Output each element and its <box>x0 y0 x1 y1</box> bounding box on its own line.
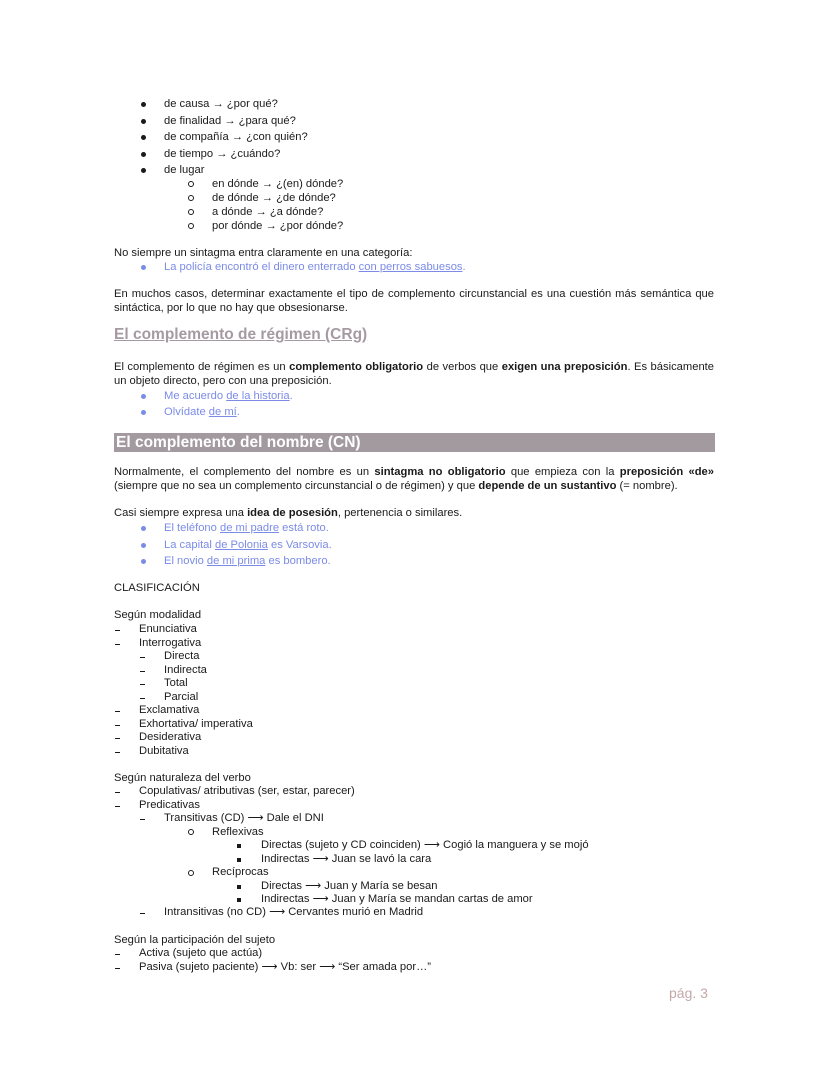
dash-bullet-icon <box>115 792 120 793</box>
list-item: Exhortativa/ imperativa <box>139 718 253 730</box>
circle-bullet-icon <box>188 181 194 187</box>
bullet-icon <box>141 410 146 415</box>
list-item: Exclamativa <box>139 704 200 716</box>
example-sentence: La capital de Polonia es Varsovia. <box>164 539 332 551</box>
list-item: Transitivas (CD) ⟶ Dale el DNI <box>164 812 324 824</box>
paragraph: No siempre un sintagma entra claramente en una categoría: <box>114 247 413 259</box>
dash-bullet-icon <box>115 711 120 712</box>
square-bullet-icon <box>237 844 241 848</box>
paragraph: En muchos casos, determinar exactamente el tipo de complemento circunstancial es una cuestión más semántica que sintáctica, por lo que no hay que obsesionarse. <box>114 288 714 314</box>
square-bullet-icon <box>237 885 241 889</box>
example-sentence: Olvídate de mí. <box>164 406 240 418</box>
list-item: Copulativas/ atributivas (ser, estar, parecer) <box>139 785 355 797</box>
list-item: de finalidad → ¿para qué? <box>164 115 296 127</box>
list-item: Predicativas <box>139 799 200 811</box>
circle-bullet-icon <box>188 829 194 835</box>
dash-bullet-icon <box>115 630 120 631</box>
dash-bullet-icon <box>140 657 145 658</box>
list-item: de lugar <box>164 164 205 176</box>
example-sentence: Me acuerdo de la historia. <box>164 390 293 402</box>
list-item: a dónde → ¿a dónde? <box>212 206 324 218</box>
list-item: Dubitativa <box>139 745 189 757</box>
dash-bullet-icon <box>115 738 120 739</box>
dash-bullet-icon <box>140 698 145 699</box>
list-item: Indirectas ⟶ Juan y María se mandan cartas de amor <box>261 893 533 905</box>
subsection-title: Según naturaleza del verbo <box>114 772 251 784</box>
section-heading-crg: El complemento de régimen (CRg) <box>114 326 368 343</box>
list-item: Indirectas ⟶ Juan se lavó la cara <box>261 853 432 865</box>
circle-bullet-icon <box>188 195 194 201</box>
list-item: Pasiva (sujeto paciente) ⟶ Vb: ser ⟶ “Ser amada por…” <box>139 961 431 973</box>
bullet-icon <box>141 394 146 399</box>
bullet-icon <box>141 559 146 564</box>
list-item: Reflexivas <box>212 826 264 838</box>
list-item: Intransitivas (no CD) ⟶ Cervantes murió en Madrid <box>164 906 424 918</box>
list-item: Indirecta <box>164 664 207 676</box>
list-item: Activa (sujeto que actúa) <box>139 947 263 959</box>
circle-bullet-icon <box>188 209 194 215</box>
circle-bullet-icon <box>188 223 194 229</box>
dash-bullet-icon <box>115 644 120 645</box>
bullet-icon <box>141 135 146 140</box>
list-item: por dónde → ¿por dónde? <box>212 220 344 232</box>
bullet-icon <box>141 526 146 531</box>
dash-bullet-icon <box>115 968 120 969</box>
bullet-icon <box>141 152 146 157</box>
dash-bullet-icon <box>115 752 120 753</box>
list-item: Interrogativa <box>139 637 202 649</box>
list-item: de compañía → ¿con quién? <box>164 131 308 143</box>
dash-bullet-icon <box>140 913 145 914</box>
paragraph: Casi siempre expresa una idea de posesión, pertenencia o similares. <box>114 507 463 519</box>
example-sentence: La policía encontró el dinero enterrado con perros sabuesos. <box>164 261 466 273</box>
bullet-icon <box>141 265 146 270</box>
paragraph: El complemento de régimen es un complemento obligatorio de verbos que exigen una preposición. Es básicamente un objeto directo, pero con una preposición. <box>114 361 714 387</box>
dash-bullet-icon <box>115 725 120 726</box>
paragraph: Normalmente, el complemento del nombre es un sintagma no obligatorio que empieza con la preposición «de» (siempre que no sea un complemento circunstancial o de régimen) y que depende de un sustantivo (= nombre). <box>114 466 714 492</box>
dash-bullet-icon <box>140 819 145 820</box>
subsection-title: Según la participación del sujeto <box>114 934 276 946</box>
list-item: Parcial <box>164 691 199 703</box>
dash-bullet-icon <box>115 954 120 955</box>
section-label: CLASIFICACIÓN <box>114 582 200 594</box>
list-item: en dónde → ¿(en) dónde? <box>212 178 344 190</box>
list-item: Enunciativa <box>139 623 197 635</box>
list-item: Directa <box>164 650 200 662</box>
square-bullet-icon <box>237 898 241 902</box>
dash-bullet-icon <box>115 806 120 807</box>
list-item: de dónde → ¿de dónde? <box>212 192 336 204</box>
section-heading-cn: El complemento del nombre (CN) <box>114 433 715 452</box>
square-bullet-icon <box>237 858 241 862</box>
list-item: Recíprocas <box>212 866 269 878</box>
example-sentence: El teléfono de mi padre está roto. <box>164 522 329 534</box>
list-item: Directas ⟶ Juan y María se besan <box>261 880 438 892</box>
circle-bullet-icon <box>188 870 194 876</box>
bullet-icon <box>141 168 146 173</box>
list-item: Directas (sujeto y CD coinciden) ⟶ Cogió la manguera y se mojó <box>261 839 589 851</box>
dash-bullet-icon <box>140 684 145 685</box>
bullet-icon <box>141 102 146 107</box>
list-item: Total <box>164 677 188 689</box>
bullet-icon <box>141 543 146 548</box>
list-item: de causa → ¿por qué? <box>164 98 278 110</box>
subsection-title: Según modalidad <box>114 609 202 621</box>
list-item: de tiempo → ¿cuándo? <box>164 148 281 160</box>
list-item: Desiderativa <box>139 731 202 743</box>
page-number: pág. 3 <box>669 985 708 1001</box>
dash-bullet-icon <box>140 671 145 672</box>
bullet-icon <box>141 119 146 124</box>
example-sentence: El novio de mi prima es bombero. <box>164 555 331 567</box>
